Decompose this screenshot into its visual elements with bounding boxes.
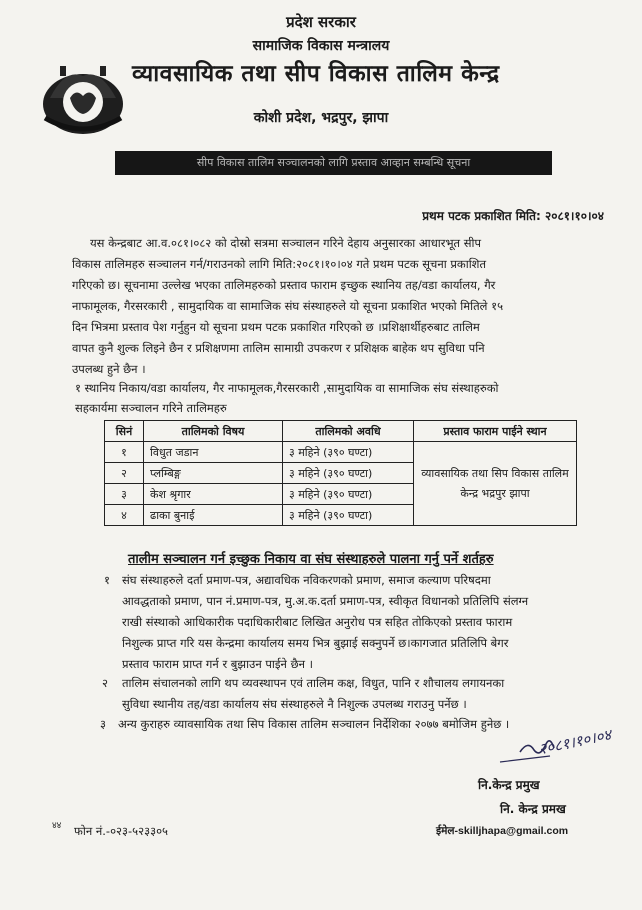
condition-number: २ xyxy=(102,676,108,690)
intro-line: विकास तालिमहरु सञ्चालन गर्न/गराउनको लागि मिति:२०८१।१०।०४ गते प्रथम पटक सूचना प्रकाशित xyxy=(72,257,487,271)
cell-duration: ३ महिने (३९० घण्टा) xyxy=(283,463,414,484)
cell-location: व्यावसायिक तथा सिप विकास तालिम केन्द्र भद्रपुर झापा xyxy=(414,442,577,526)
handwritten-date: २०८१।१०।०४ xyxy=(536,725,613,759)
condition-number: ३ xyxy=(100,717,106,731)
ministry-heading: सामाजिक विकास मन्त्रालय xyxy=(252,38,390,54)
training-table xyxy=(104,420,577,526)
intro-line: गरिएको छ। सूचनामा उल्लेख भएका तालिमहरुको प्रस्ताव फाराम इच्छुक स्थानिय तह/वडा कार्यालय, गैर xyxy=(72,278,496,292)
condition-line: सुविधा स्थानीय तह/वडा कार्यालय संघ संस्थाहरुले नै निशुल्क उपलब्ध गराउनु पर्नेछ । xyxy=(122,697,467,711)
intro-line: दिन भित्रमा प्रस्ताव पेश गर्नुहुन यो सूचना प्रथम पटक प्रकाशित गरिएको छ ।प्रशिक्षार्थीहरुबाट तालिम xyxy=(72,320,480,334)
cell-subject: विधुत जडान xyxy=(144,442,283,463)
cell-subject: केश श्रृगार xyxy=(144,484,283,505)
intro-line: उपलब्ध हुने छैन । xyxy=(72,362,146,376)
cell-sn: १ xyxy=(105,442,144,463)
condition-item xyxy=(122,570,627,675)
col-header-location: प्रस्ताव फाराम पाईने स्थान xyxy=(414,421,577,442)
table-intro-line: १ स्थानिय निकाय/वडा कार्यालय, गैर नाफामूलक,गैरसरकारी ,सामुदायिक वा सामाजिक संघ संस्थाहरुको xyxy=(75,381,499,395)
table-row xyxy=(105,442,577,463)
signature-title-stamp: नि.केन्द्र प्रमुख xyxy=(478,778,540,792)
cell-sn: २ xyxy=(105,463,144,484)
table-intro-line: सहकार्यमा सञ्चालन गरिने तालिमहरु xyxy=(75,401,227,415)
condition-number: १ xyxy=(104,573,110,587)
intro-line: यस केन्द्रबाट आ.व.०८१।०८२ को दोस्रो सत्रमा सञ्चालन गरिने देहाय अनुसारका आधारभूत सीप xyxy=(90,236,482,250)
intro-line: नाफामूलक, गैरसरकारी , सामुदायिक वा सामाजिक संघ संस्थाहरुले यो सूचना प्रकाशित भएको मितिले १५ xyxy=(72,299,504,313)
cell-sn: ४ xyxy=(105,505,144,526)
center-heading: व्यावसायिक तथा सीप विकास तालिम केन्द्र xyxy=(132,61,500,87)
col-header-duration: तालिमको अवधि xyxy=(283,421,414,442)
table-header-row xyxy=(105,421,577,442)
cell-sn: ३ xyxy=(105,484,144,505)
cell-subject: प्लम्बिङ्ग xyxy=(144,463,283,484)
cell-duration: ३ महिने (३९० घण्टा) xyxy=(283,505,414,526)
cell-duration: ३ महिने (३९० घण्टा) xyxy=(283,442,414,463)
condition-line: तालिम संचालनको लागि थप व्यवस्थापन एवं तालिम कक्ष, विधुत, पानि र शौचालय लगायनका xyxy=(122,676,505,690)
publish-date: प्रथम पटक प्रकाशित मिति: २०८१।१०।०४ xyxy=(422,209,604,223)
cell-subject: ढाका बुनाई xyxy=(144,505,283,526)
condition-item xyxy=(122,673,627,715)
footer-email: ईमेल-skilljhapa@gmail.com xyxy=(436,825,569,837)
signature-title-typed: नि. केन्द्र प्रमख xyxy=(500,802,566,816)
government-heading: प्रदेश सरकार xyxy=(286,13,356,31)
table-intro xyxy=(75,378,595,418)
conditions-title: तालीम सञ्चालन गर्न इच्छुक निकाय वा संघ संस्थाहरुले पालना गर्नु पर्ने शर्तहरु xyxy=(128,552,494,567)
cell-duration: ३ महिने (३९० घण्टा) xyxy=(283,484,414,505)
footer-phone: फोन नं.-०२३-५२३३०५ xyxy=(74,824,169,838)
intro-paragraph xyxy=(72,233,590,380)
condition-line: अन्य कुराहरु व्यावसायिक तथा सिप विकास तालिम सञ्चालन निर्देशिका २०७७ बमोजिम हुनेछ । xyxy=(118,717,510,731)
intro-line: वापत कुनै शुल्क लिइने छैन र प्रशिक्षणमा तालिम सामाग्री उपकरण र प्रशिक्षक बाहेक थप सुविधा पनि xyxy=(72,341,485,355)
condition-line: निशुल्क प्राप्त गरि यस केन्द्रमा कार्यालय समय भित्र बुझाई सक्नुपर्ने छ।कागजात प्रतिलिपि बेगर xyxy=(122,636,509,650)
col-header-subject: तालिमको विषय xyxy=(144,421,283,442)
condition-line: राखी संस्थाको आधिकारीक पदाधिकारीबाट लिखित अनुरोध पत्र सहित तोकिएको प्रस्ताव फाराम xyxy=(122,615,513,629)
page-mark: ४४ xyxy=(52,821,62,831)
condition-line: प्रस्ताव फाराम प्राप्त गर्न र बुझाउन पाईने छैन । xyxy=(122,657,314,671)
condition-line: आवद्धताको प्रमाण, पान नं.प्रमाण-पत्र, मु.अ.क.दर्ता प्रमाण-पत्र, स्वीकृत विधानको प्रतिलिपि संलग्न xyxy=(122,594,529,608)
condition-line: संघ संस्थाहरुले दर्ता प्रमाण-पत्र, अद्यावधिक नविकरणको प्रमाण, समाज कल्याण परिषदमा xyxy=(122,573,491,587)
col-header-sn: सिनं xyxy=(105,421,144,442)
address-heading: कोशी प्रदेश, भद्रपुर, झापा xyxy=(253,110,389,126)
notice-banner: सीप विकास तालिम सञ्चालनको लागि प्रस्ताव आव्हान सम्बन्धि सूचना xyxy=(115,151,552,175)
